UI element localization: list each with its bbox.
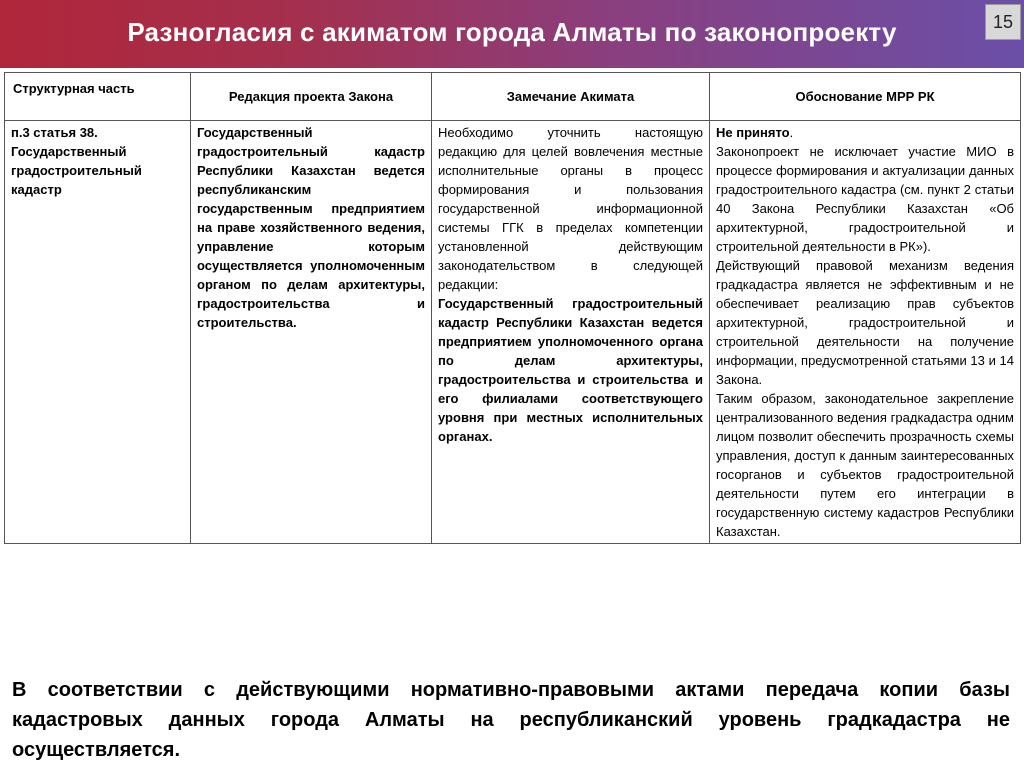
- column-header-draft-law: Редакция проекта Закона: [191, 73, 432, 121]
- slide-title: Разногласия с акиматом города Алматы по законопроекту: [127, 17, 897, 47]
- column-header-mrr-justification: Обоснование МРР РК: [710, 73, 1021, 121]
- table-row: [5, 121, 1021, 544]
- conclusion-text: В соответствии с действующими нормативно-правовыми актами передача копии базы кадастровых данных города Алматы на республиканский уровень градкадастра не осуществляется.: [12, 679, 1010, 761]
- cell-akimat-remark: [432, 121, 710, 544]
- mrr-status: Не принято: [716, 125, 790, 140]
- mrr-paragraph-3: Таким образом, законодательное закрепление централизованного ведения градкадастра одним лицом позволит обеспечить прозрачность схемы управления, доступ к данным заинтересованных госорганов и субъектов градостроительной деятельности путем его интеграции в государственную систему кадастров Республики Казахстан.: [716, 391, 1014, 539]
- cell-mrr-justification: [710, 121, 1021, 544]
- akimat-remark-intro: Необходимо уточнить настоящую редакцию для целей вовлечения местные исполнительные органы в процесс формирования и пользования государственной информационной системы ГГК в пределах компетенции установленной действующим законодательством в следующей редакции:: [438, 125, 703, 292]
- cell-structural-part: п.3 статья 38. Государственный градостроительный кадастр: [5, 121, 191, 544]
- mrr-paragraph-1: Законопроект не исключает участие МИО в процессе формирования и актуализации данных градостроительного кадастра (см. пункт 2 статьи 40 Закона Республики Казахстан «Об архитектурной, градостроительной и строительной деятельности в РК»).: [716, 144, 1014, 254]
- disagreements-table: [4, 72, 1021, 544]
- slide-number-badge: 15: [985, 4, 1021, 40]
- column-header-structural-part: Структурная часть: [5, 73, 191, 121]
- column-header-akimat-remark: Замечание Акимата: [432, 73, 710, 121]
- slide-header: [0, 0, 1024, 68]
- table-header-row: [5, 73, 1021, 121]
- akimat-remark-proposed-text: Государственный градостроительный кадастр Республики Казахстан ведется предприятием уполномоченного органа по делам архитектуры, градостроительства и строительства и его филиалами соответствующего уровня при местных исполнительных органах.: [438, 296, 703, 444]
- mrr-paragraph-2: Действующий правовой механизм ведения градкадастра является не эффективным и не обеспечивает реализацию прав субъектов архитектурной, градостроительной и строительной деятельности на получение информации, предусмотренной статьями 13 и 14 Закона.: [716, 258, 1014, 387]
- cell-draft-text: Государственный градостроительный кадастр Республики Казахстан ведется республиканским государственным предприятием на праве хозяйственного ведения, управление которым осуществляется уполномоченным органом по делам архитектуры, градостроительства и строительства.: [191, 121, 432, 544]
- mrr-status-line: [716, 123, 1014, 142]
- mrr-status-suffix: .: [789, 125, 794, 140]
